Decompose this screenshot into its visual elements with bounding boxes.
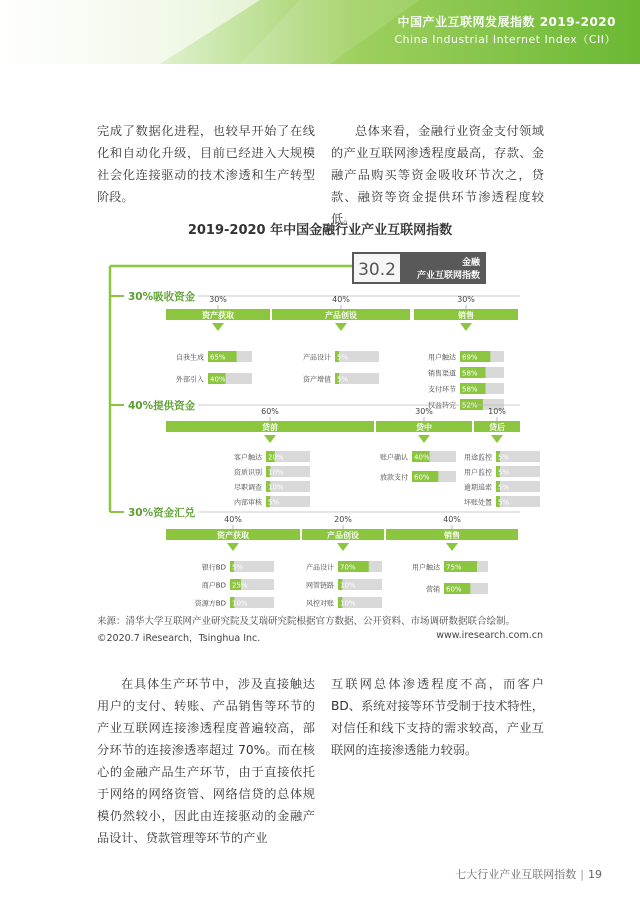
item-value: 70% (340, 563, 356, 572)
stage-pointer (418, 435, 430, 443)
stage-weight: 30% (209, 295, 227, 304)
item-label: 商户BD (201, 581, 226, 590)
item-value: 10% (268, 468, 284, 477)
item-label: 账户确认 (380, 453, 408, 462)
paragraph-bottom-left: 在具体生产环节中，涉及直接触达用户的支付、转账、产品销售等环节的产业互联网连接渗透程度普遍较高，部分环节的连接渗透率超过 70%。而在核心的金融产品生产环节，由于直接依托于网络的网络资管、网络信贷的总体规模仍然较小，因此由连接驱动的金融产品设计、贷款管理等环节的产业 (97, 677, 315, 845)
item-value: 10% (268, 483, 284, 492)
stage-name: 产品创设 (327, 531, 359, 540)
item-value: 5% (337, 353, 349, 362)
item-value: 69% (462, 353, 478, 362)
website: www.iresearch.com.cn (436, 630, 543, 641)
stage-name: 贷后 (489, 423, 505, 432)
item-label: 权益转完 (428, 401, 456, 410)
item-value: 10% (340, 581, 356, 590)
item-label: 用户监控 (464, 468, 492, 477)
item-label: 产品设计 (303, 353, 331, 362)
section-title: 40%提供资金 (128, 400, 196, 412)
item-value: 40% (414, 453, 430, 462)
page-footer (455, 866, 602, 882)
header-title-en: China Industrial Internet Index（CII） (394, 33, 616, 46)
stage-pointer (446, 543, 458, 551)
copyright: ©2020.7 iResearch，Tsinghua Inc. (97, 633, 261, 644)
page-number: 19 (588, 868, 602, 881)
item-value: 5% (337, 375, 349, 384)
item-value: 5% (232, 563, 244, 572)
item-label: 产品设计 (306, 563, 334, 572)
section-title: 30%吸收资金 (128, 291, 196, 303)
item-label: 尽职调查 (234, 483, 262, 492)
item-value: 5% (268, 498, 280, 507)
stage-name: 销售 (444, 531, 460, 540)
item-label: 自我生成 (176, 353, 204, 362)
item-value: 75% (446, 563, 462, 572)
item-value: 5% (498, 453, 510, 462)
source-note: 来源：清华大学互联网产业研究院及艾瑞研究院根据官方数据、公开资料、市场调研数据联合绘制。 (97, 616, 516, 627)
stage-pointer (337, 543, 349, 551)
item-label: 放款支付 (380, 473, 408, 482)
item-value: 65% (210, 353, 226, 362)
item-value: 40% (210, 375, 226, 384)
section-title: 30%资金汇兑 (128, 507, 196, 519)
stage-weight: 20% (334, 515, 352, 524)
item-value: 58% (462, 385, 478, 394)
stage-name: 产品创设 (325, 311, 357, 320)
stage-pointer (264, 435, 276, 443)
header-title-cn: 中国产业互联网发展指数 2019-2020 (397, 15, 616, 29)
item-label: 外部引入 (176, 375, 204, 384)
item-label: 内部审核 (234, 498, 262, 507)
stage-name: 贷中 (416, 423, 432, 432)
item-label: 风控对账 (306, 599, 334, 608)
stage-pointer (227, 543, 239, 551)
stage-pointer (335, 323, 347, 331)
item-label: 营销 (426, 585, 440, 594)
footer-title: 七大行业产业互联网指数 (455, 868, 577, 881)
item-value: 5% (498, 498, 510, 507)
stage-weight: 30% (415, 407, 433, 416)
stage-pointer (491, 435, 503, 443)
footer-separator: | (580, 868, 584, 881)
stage-name: 贷前 (262, 423, 278, 432)
item-label: 银行BD (201, 563, 226, 572)
stage-name: 资产获取 (202, 311, 234, 320)
item-label: 用户触达 (428, 353, 456, 362)
stage-name: 销售 (458, 311, 474, 320)
item-label: 销售渠道 (428, 369, 456, 378)
stage-weight: 40% (332, 295, 350, 304)
item-label: 逾期追索 (464, 483, 492, 492)
stage-weight: 30% (457, 295, 475, 304)
stage-name: 资产获取 (217, 531, 249, 540)
item-label: 客户触达 (234, 453, 262, 462)
item-label: 资源方BD (194, 599, 226, 608)
item-value: 20% (268, 453, 284, 462)
index-label-1: 金融 (461, 258, 480, 268)
stage-weight: 40% (443, 515, 461, 524)
paragraph-top-left: 完成了数据化进程，也较早开始了在线化和自动化升级，目前已经进入大规模社会化连接驱动的技术渗透和生产转型阶段。 (97, 124, 315, 204)
item-value: 58% (462, 369, 478, 378)
item-label: 网管链路 (306, 581, 334, 590)
paragraph-top-right: 总体来看，金融行业资金支付领域的产业互联网渗透程度最高，存款、金融产品购买等资金吸收环节次之，贷款、融资等资金提供环节渗透程度较低。 (331, 124, 544, 226)
stage-weight: 60% (261, 407, 279, 416)
stage-weight: 40% (224, 515, 242, 524)
item-value: 10% (232, 599, 248, 608)
index-label-2: 产业互联网指数 (416, 271, 480, 281)
stage-weight: 10% (488, 407, 506, 416)
stage-pointer (212, 323, 224, 331)
finance-index-diagram (0, 240, 640, 610)
chart-title: 2019-2020 年中国金融行业产业互联网指数 (187, 223, 453, 238)
item-value: 10% (340, 599, 356, 608)
item-value: 60% (414, 473, 430, 482)
item-label: 资质识别 (234, 468, 262, 477)
item-label: 支付环节 (428, 385, 456, 394)
item-label: 用途监控 (464, 453, 492, 462)
header-titles (394, 13, 616, 49)
item-value: 5% (498, 468, 510, 477)
item-value: 60% (446, 585, 462, 594)
index-value: 30.2 (358, 260, 396, 280)
item-label: 坏账处置 (464, 498, 492, 507)
item-value: 5% (498, 483, 510, 492)
item-value: 52% (462, 401, 478, 410)
item-value: 25% (232, 581, 248, 590)
item-label: 资产增值 (303, 375, 331, 384)
stage-pointer (460, 323, 472, 331)
item-label: 用户触达 (412, 563, 440, 572)
paragraph-bottom-right: 互联网总体渗透程度不高，而客户 BD、系统对接等环节受制于技术特性，对信任和线下支持的需求较高，产业互联网的连接渗透能力较弱。 (331, 677, 544, 757)
